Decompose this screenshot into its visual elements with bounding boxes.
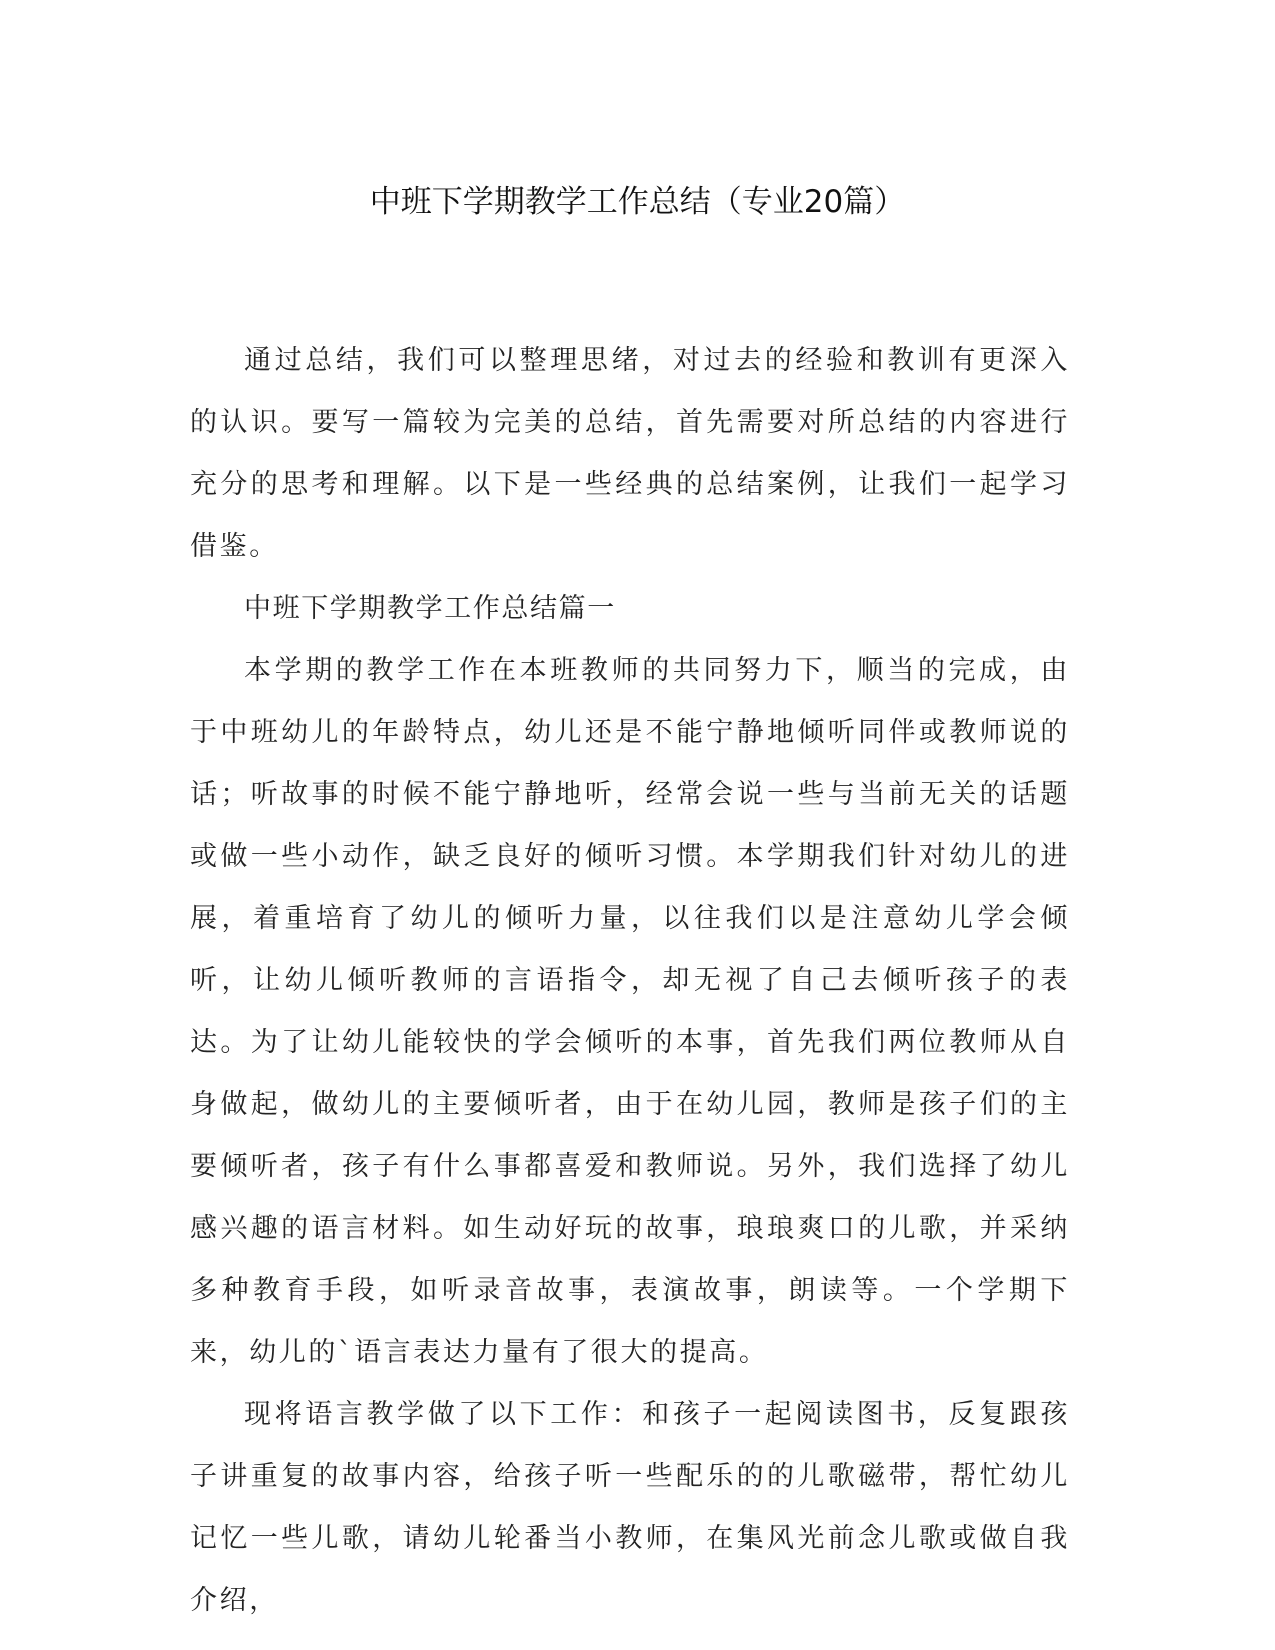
body-paragraph: 现将语言教学做了以下工作：和孩子一起阅读图书，反复跟孩子讲重复的故事内容，给孩子听一些配乐的的儿歌磁带，帮忙幼儿记忆一些儿歌，请幼儿轮番当小教师，在集风光前念儿歌或做自我介绍，: [190, 1399, 1070, 1616]
document-body: [190, 330, 1070, 1632]
section-heading: 中班下学期教学工作总结篇一: [244, 593, 616, 624]
body-paragraph: 本学期的教学工作在本班教师的共同努力下，顺当的完成，由于中班幼儿的年龄特点，幼儿还是不能宁静地倾听同伴或教师说的话；听故事的时候不能宁静地听，经常会说一些与当前无关的话题或做一些小动作，缺乏良好的倾听习惯。本学期我们针对幼儿的进展，着重培育了幼儿的倾听力量，以往我们以是注意幼儿学会倾听，让幼儿倾听教师的言语指令，却无视了自己去倾听孩子的表达。为了让幼儿能较快的学会倾听的本事，首先我们两位教师从自身做起，做幼儿的主要倾听者，由于在幼儿园，教师是孩子们的主要倾听者，孩子有什么事都喜爱和教师说。另外，我们选择了幼儿感兴趣的语言材料。如生动好玩的故事，琅琅爽口的儿歌，并采纳多种教育手段，如听录音故事，表演故事，朗读等。一个学期下来，幼儿的`语言表达力量有了很大的提高。: [190, 655, 1070, 1368]
document-title: 中班下学期教学工作总结（专业20篇）: [369, 184, 906, 220]
intro-paragraph: 通过总结，我们可以整理思绪，对过去的经验和教训有更深入的认识。要写一篇较为完美的总结，首先需要对所总结的内容进行充分的思考和理解。以下是一些经典的总结案例，让我们一起学习借鉴。: [190, 345, 1070, 562]
